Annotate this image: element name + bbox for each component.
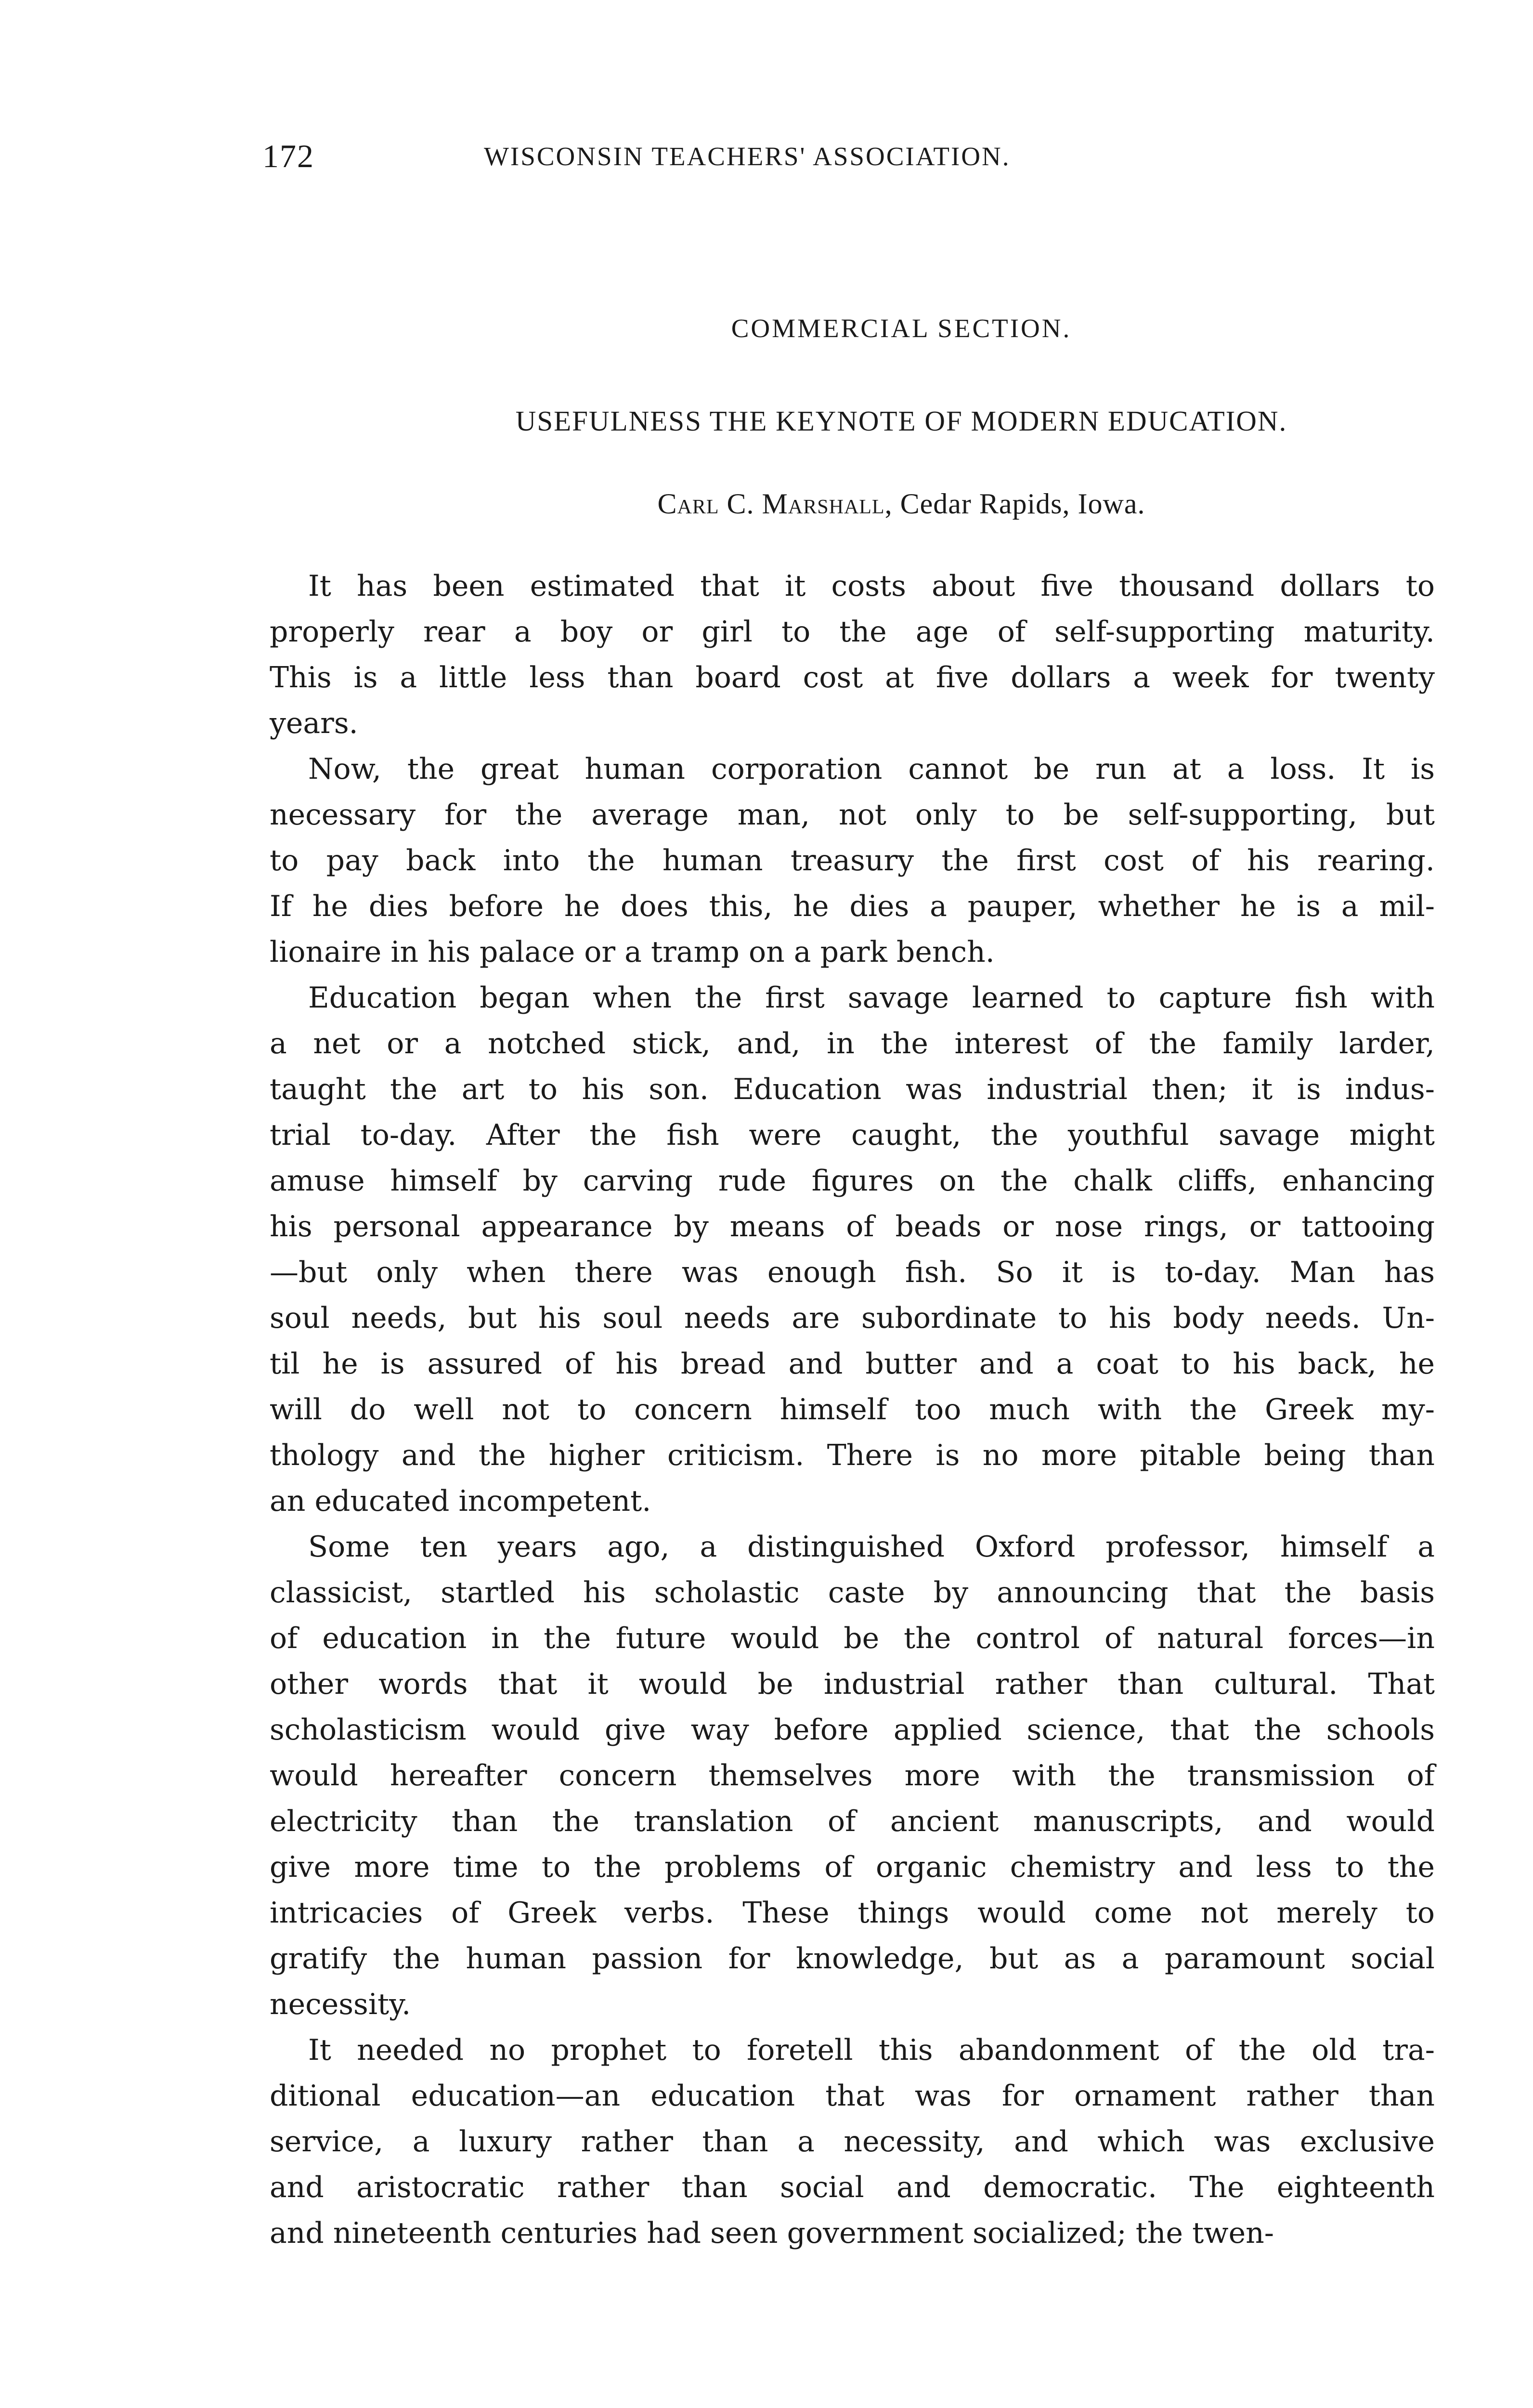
text-line: a net or a notched stick, and, in the interest of the family larder, (270, 1027, 1435, 1060)
text-line: properly rear a boy or girl to the age of self-supporting maturity. (270, 615, 1435, 649)
text-line: taught the art to his son. Education was industrial then; it is indus- (270, 1073, 1435, 1106)
text-line: It needed no prophet to foretell this abandonment of the old tra- (308, 2033, 1435, 2067)
text-line: give more time to the problems of organic chemistry and less to the (270, 1850, 1435, 1884)
text-line: This is a little less than board cost at five dollars a week for twenty (270, 661, 1435, 694)
text-line: til he is assured of his bread and butter and a coat to his back, he (270, 1347, 1435, 1381)
text-line: gratify the human passion for knowledge, but as a paramount social (270, 1942, 1435, 1976)
text-line: lionaire in his palace or a tramp on a park bench. (270, 935, 995, 969)
text-line: classicist, startled his scholastic caste by announcing that the basis (270, 1576, 1435, 1610)
text-line: and aristocratic rather than social and democratic. The eighteenth (270, 2171, 1435, 2204)
text-line: —but only when there was enough fish. So it is to-day. Man has (270, 1256, 1435, 1289)
paragraph (270, 1524, 1435, 2028)
text-line: electricity than the translation of ancient manuscripts, and would (270, 1805, 1435, 1838)
text-line: trial to-day. After the fish were caught, the youthful savage might (270, 1118, 1435, 1152)
text-line: If he dies before he does this, he dies a pauper, whether he is a mil- (270, 890, 1435, 923)
paragraph (270, 975, 1435, 1524)
text-line: years. (270, 707, 358, 740)
article-title: USEFULNESS THE KEYNOTE OF MODERN EDUCATION. (515, 405, 1287, 437)
text-line: ditional education—an education that was for ornament rather than (270, 2079, 1435, 2113)
running-header (262, 137, 1432, 181)
section-title: COMMERCIAL SECTION. (731, 314, 1072, 343)
journal-title: WISCONSIN TEACHERS' ASSOCIATION. (484, 142, 1011, 171)
text-line: his personal appearance by means of beads or nose rings, or tattooing (270, 1210, 1435, 1243)
text-line: necessary for the average man, not only to be self-supporting, but (270, 798, 1435, 832)
text-line: thology and the higher criticism. There is no more pitable being than (270, 1439, 1435, 1472)
text-line: other words that it would be industrial rather than cultural. That (270, 1667, 1435, 1701)
text-line: intricacies of Greek verbs. These things would come not merely to (270, 1896, 1435, 1930)
text-line: and nineteenth centuries had seen government socialized; the twen- (270, 2216, 1274, 2250)
text-line: soul needs, but his soul needs are subordinate to his body needs. Un- (270, 1301, 1435, 1335)
text-line: Some ten years ago, a distinguished Oxford professor, himself a (308, 1530, 1435, 1564)
text-line: to pay back into the human treasury the first cost of his rearing. (270, 844, 1435, 877)
paragraph (270, 2028, 1435, 2256)
text-line: scholasticism would give way before applied science, that the schools (270, 1713, 1435, 1747)
text-line: It has been estimated that it costs about five thousand dollars to (308, 569, 1435, 603)
author-name: Carl C. Marshall (657, 488, 885, 520)
text-line: service, a luxury rather than a necessity, and which was exclusive (270, 2125, 1435, 2159)
page-number: 172 (262, 138, 314, 174)
text-line: of education in the future would be the control of natural forces—in (270, 1622, 1435, 1655)
text-line: necessity. (270, 1988, 411, 2021)
article-body (270, 563, 1435, 2256)
paragraph (270, 746, 1435, 975)
text-line: will do well not to concern himself too much with the Greek my- (270, 1393, 1435, 1426)
author-location: , Cedar Rapids, Iowa. (884, 488, 1145, 520)
text-line: amuse himself by carving rude figures on the chalk cliffs, enhancing (270, 1164, 1435, 1198)
text-line: would hereafter concern themselves more with the transmission of (270, 1759, 1435, 1793)
author-line (0, 487, 1533, 521)
text-line: Now, the great human corporation cannot be run at a loss. It is (308, 752, 1435, 786)
text-line: Education began when the first savage learned to capture fish with (308, 981, 1435, 1015)
paragraph (270, 563, 1435, 746)
text-line: an educated incompetent. (270, 1484, 651, 1518)
